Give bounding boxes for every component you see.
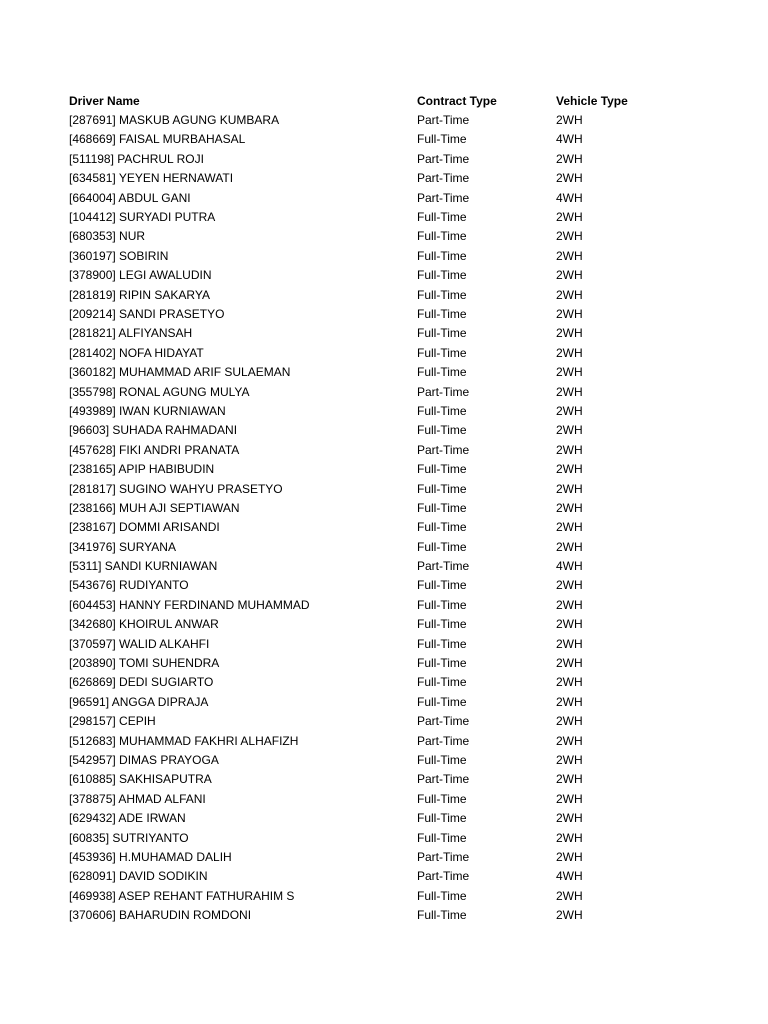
cell-contract-type: Full-Time (417, 539, 467, 554)
cell-driver-name: [469938] ASEP REHANT FATHURAHIM S (69, 888, 295, 903)
table-row (69, 595, 709, 614)
cell-vehicle-type: 4WH (556, 559, 583, 574)
cell-contract-type: Full-Time (417, 830, 467, 845)
cell-vehicle-type: 2WH (556, 830, 583, 845)
cell-contract-type: Full-Time (417, 248, 467, 263)
cell-vehicle-type: 2WH (556, 442, 583, 457)
cell-contract-type: Full-Time (417, 306, 467, 321)
cell-vehicle-type: 2WH (556, 326, 583, 341)
cell-driver-name: [96603] SUHADA RAHMADANI (69, 423, 238, 438)
cell-vehicle-type: 2WH (556, 171, 583, 186)
table-row (69, 750, 709, 769)
driver-table (69, 91, 709, 925)
cell-driver-name: [370597] WALID ALKAHFI (69, 636, 210, 651)
table-row (69, 847, 709, 866)
cell-driver-name: [281821] ALFIYANSAH (69, 326, 193, 341)
cell-vehicle-type: 2WH (556, 287, 583, 302)
table-row (69, 576, 709, 595)
table-row (69, 673, 709, 692)
cell-driver-name: [468669] FAISAL MURBAHASAL (69, 132, 246, 147)
cell-contract-type: Full-Time (417, 694, 467, 709)
cell-vehicle-type: 2WH (556, 481, 583, 496)
table-row (69, 304, 709, 323)
cell-driver-name: [281402] NOFA HIDAYAT (69, 345, 204, 360)
cell-vehicle-type: 2WH (556, 656, 583, 671)
cell-driver-name: [634581] YEYEN HERNAWATI (69, 171, 234, 186)
cell-contract-type: Part-Time (417, 190, 470, 205)
cell-driver-name: [378875] AHMAD ALFANI (69, 791, 206, 806)
cell-contract-type: Full-Time (417, 210, 467, 225)
cell-driver-name: [457628] FIKI ANDRI PRANATA (69, 442, 240, 457)
cell-vehicle-type: 2WH (556, 539, 583, 554)
cell-vehicle-type: 4WH (556, 190, 583, 205)
cell-vehicle-type: 2WH (556, 248, 583, 263)
table-row (69, 731, 709, 750)
cell-driver-name: [370606] BAHARUDIN ROMDONI (69, 908, 252, 923)
table-row (69, 149, 709, 168)
cell-driver-name: [281817] SUGINO WAHYU PRASETYO (69, 481, 283, 496)
cell-contract-type: Full-Time (417, 520, 467, 535)
cell-vehicle-type: 2WH (556, 345, 583, 360)
cell-contract-type: Full-Time (417, 636, 467, 651)
table-row (69, 440, 709, 459)
cell-driver-name: [238167] DOMMI ARISANDI (69, 520, 220, 535)
cell-contract-type: Full-Time (417, 423, 467, 438)
cell-vehicle-type: 2WH (556, 384, 583, 399)
cell-driver-name: [281819] RIPIN SAKARYA (69, 287, 210, 302)
cell-vehicle-type: 2WH (556, 791, 583, 806)
cell-vehicle-type: 2WH (556, 462, 583, 477)
cell-contract-type: Full-Time (417, 287, 467, 302)
table-row (69, 324, 709, 343)
cell-contract-type: Part-Time (417, 772, 470, 787)
table-row (69, 518, 709, 537)
cell-driver-name: [543676] RUDIYANTO (69, 578, 189, 593)
cell-driver-name: [298157] CEPIH (69, 714, 156, 729)
cell-driver-name: [378900] LEGI AWALUDIN (69, 268, 212, 283)
table-row (69, 712, 709, 731)
cell-contract-type: Full-Time (417, 617, 467, 632)
table-header-row (69, 91, 709, 110)
cell-contract-type: Part-Time (417, 714, 470, 729)
cell-vehicle-type: 2WH (556, 306, 583, 321)
cell-vehicle-type: 2WH (556, 423, 583, 438)
table-row (69, 828, 709, 847)
table-row (69, 770, 709, 789)
table-row (69, 867, 709, 886)
header-vehicle-type: Vehicle Type (556, 93, 628, 108)
cell-driver-name: [203890] TOMI SUHENDRA (69, 656, 220, 671)
table-row (69, 692, 709, 711)
cell-driver-name: [360182] MUHAMMAD ARIF SULAEMAN (69, 365, 291, 380)
table-row (69, 808, 709, 827)
cell-driver-name: [287691] MASKUB AGUNG KUMBARA (69, 113, 280, 128)
cell-contract-type: Part-Time (417, 733, 470, 748)
cell-driver-name: [355798] RONAL AGUNG MULYA (69, 384, 250, 399)
cell-vehicle-type: 2WH (556, 772, 583, 787)
table-row (69, 886, 709, 905)
table-row (69, 498, 709, 517)
cell-vehicle-type: 2WH (556, 733, 583, 748)
cell-driver-name: [610885] SAKHISAPUTRA (69, 772, 212, 787)
header-contract-type: Contract Type (417, 93, 497, 108)
cell-driver-name: [453936] H.MUHAMAD DALIH (69, 849, 232, 864)
table-row (69, 110, 709, 129)
cell-contract-type: Full-Time (417, 888, 467, 903)
cell-vehicle-type: 4WH (556, 132, 583, 147)
cell-driver-name: [626869] DEDI SUGIARTO (69, 675, 214, 690)
cell-vehicle-type: 2WH (556, 752, 583, 767)
cell-vehicle-type: 2WH (556, 694, 583, 709)
cell-vehicle-type: 2WH (556, 151, 583, 166)
cell-contract-type: Full-Time (417, 365, 467, 380)
table-row (69, 479, 709, 498)
cell-contract-type: Full-Time (417, 132, 467, 147)
cell-vehicle-type: 2WH (556, 675, 583, 690)
table-row (69, 789, 709, 808)
cell-driver-name: [604453] HANNY FERDINAND MUHAMMAD (69, 597, 310, 612)
cell-contract-type: Full-Time (417, 462, 467, 477)
cell-driver-name: [60835] SUTRIYANTO (69, 830, 189, 845)
table-row (69, 653, 709, 672)
cell-driver-name: [542957] DIMAS PRAYOGA (69, 752, 219, 767)
cell-vehicle-type: 2WH (556, 714, 583, 729)
table-row (69, 905, 709, 924)
cell-vehicle-type: 2WH (556, 520, 583, 535)
cell-vehicle-type: 2WH (556, 210, 583, 225)
cell-vehicle-type: 2WH (556, 849, 583, 864)
cell-vehicle-type: 2WH (556, 403, 583, 418)
table-body (69, 110, 709, 924)
cell-contract-type: Part-Time (417, 171, 470, 186)
table-row (69, 382, 709, 401)
table-row (69, 246, 709, 265)
cell-contract-type: Part-Time (417, 869, 470, 884)
cell-contract-type: Full-Time (417, 403, 467, 418)
table-row (69, 227, 709, 246)
cell-vehicle-type: 2WH (556, 500, 583, 515)
cell-contract-type: Full-Time (417, 578, 467, 593)
table-row (69, 130, 709, 149)
cell-contract-type: Full-Time (417, 345, 467, 360)
cell-vehicle-type: 2WH (556, 636, 583, 651)
table-row (69, 207, 709, 226)
cell-vehicle-type: 2WH (556, 617, 583, 632)
table-row (69, 343, 709, 362)
header-driver-name: Driver Name (69, 93, 140, 108)
cell-contract-type: Part-Time (417, 384, 470, 399)
cell-driver-name: [104412] SURYADI PUTRA (69, 210, 216, 225)
cell-contract-type: Full-Time (417, 656, 467, 671)
table-row (69, 634, 709, 653)
cell-contract-type: Full-Time (417, 229, 467, 244)
table-row (69, 615, 709, 634)
table-row (69, 421, 709, 440)
cell-contract-type: Part-Time (417, 151, 470, 166)
cell-driver-name: [238166] MUH AJI SEPTIAWAN (69, 500, 240, 515)
table-row (69, 362, 709, 381)
cell-contract-type: Full-Time (417, 791, 467, 806)
table-row (69, 266, 709, 285)
cell-driver-name: [341976] SURYANA (69, 539, 176, 554)
cell-vehicle-type: 2WH (556, 113, 583, 128)
table-row (69, 188, 709, 207)
cell-contract-type: Full-Time (417, 597, 467, 612)
cell-driver-name: [664004] ABDUL GANI (69, 190, 191, 205)
cell-contract-type: Part-Time (417, 559, 470, 574)
cell-driver-name: [238165] APIP HABIBUDIN (69, 462, 215, 477)
table-row (69, 169, 709, 188)
cell-contract-type: Full-Time (417, 908, 467, 923)
cell-driver-name: [96591] ANGGA DIPRAJA (69, 694, 209, 709)
cell-contract-type: Full-Time (417, 268, 467, 283)
table-row (69, 401, 709, 420)
cell-vehicle-type: 2WH (556, 578, 583, 593)
cell-driver-name: [680353] NUR (69, 229, 146, 244)
cell-contract-type: Full-Time (417, 752, 467, 767)
cell-vehicle-type: 2WH (556, 365, 583, 380)
cell-vehicle-type: 2WH (556, 908, 583, 923)
cell-driver-name: [209214] SANDI PRASETYO (69, 306, 225, 321)
cell-vehicle-type: 2WH (556, 811, 583, 826)
table-row (69, 285, 709, 304)
cell-driver-name: [512683] MUHAMMAD FAKHRI ALHAFIZH (69, 733, 299, 748)
cell-driver-name: [493989] IWAN KURNIAWAN (69, 403, 226, 418)
cell-contract-type: Full-Time (417, 481, 467, 496)
cell-vehicle-type: 2WH (556, 597, 583, 612)
cell-contract-type: Full-Time (417, 675, 467, 690)
cell-contract-type: Part-Time (417, 113, 470, 128)
cell-contract-type: Full-Time (417, 811, 467, 826)
table-row (69, 556, 709, 575)
cell-vehicle-type: 2WH (556, 268, 583, 283)
cell-driver-name: [360197] SOBIRIN (69, 248, 169, 263)
table-row (69, 459, 709, 478)
cell-vehicle-type: 2WH (556, 888, 583, 903)
cell-contract-type: Full-Time (417, 500, 467, 515)
cell-contract-type: Full-Time (417, 326, 467, 341)
cell-contract-type: Part-Time (417, 442, 470, 457)
cell-driver-name: [628091] DAVID SODIKIN (69, 869, 208, 884)
cell-driver-name: [342680] KHOIRUL ANWAR (69, 617, 219, 632)
table-row (69, 537, 709, 556)
cell-contract-type: Part-Time (417, 849, 470, 864)
cell-driver-name: [5311] SANDI KURNIAWAN (69, 559, 218, 574)
cell-driver-name: [511198] PACHRUL ROJI (69, 151, 204, 166)
cell-driver-name: [629432] ADE IRWAN (69, 811, 186, 826)
cell-vehicle-type: 4WH (556, 869, 583, 884)
cell-vehicle-type: 2WH (556, 229, 583, 244)
